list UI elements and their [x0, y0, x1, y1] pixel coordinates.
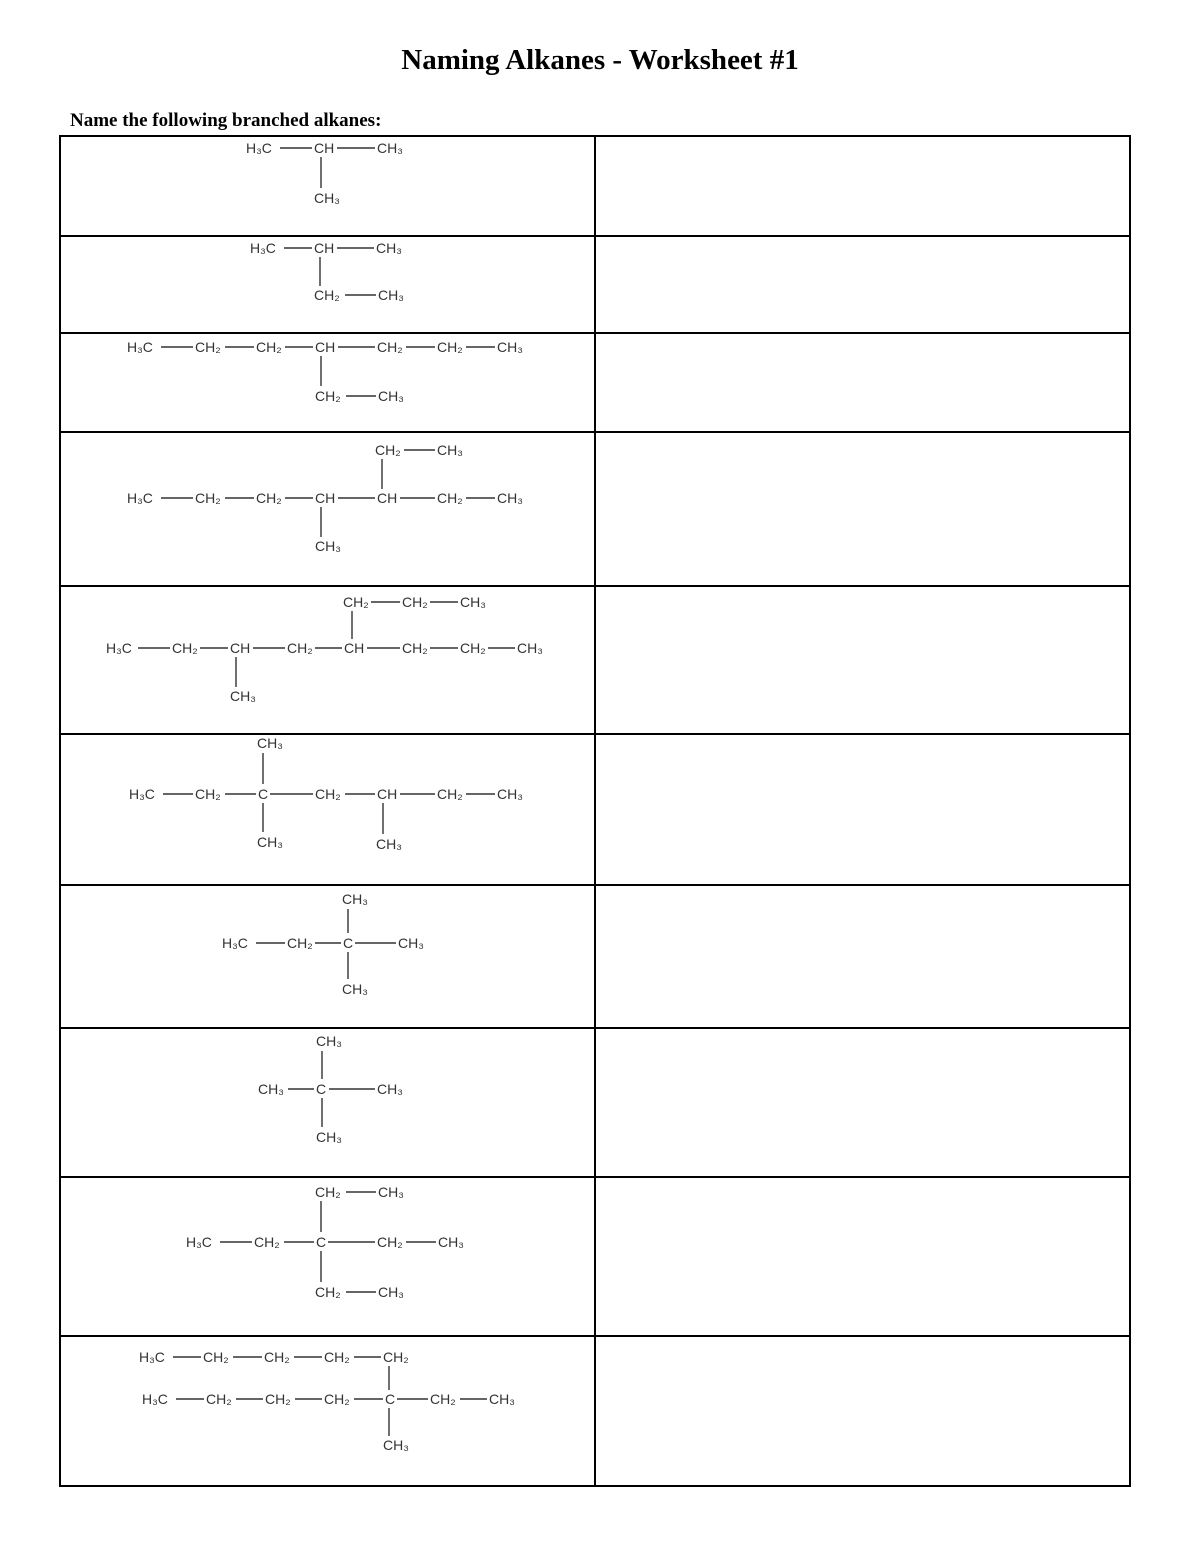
- structure-1: [246, 140, 403, 206]
- atom-label: CH: [315, 339, 336, 355]
- atom-label: CH₂: [402, 640, 428, 656]
- atom-label: CH₂: [460, 640, 486, 656]
- atom-label: CH₃: [460, 594, 486, 610]
- atom-label: H₃C: [246, 140, 272, 156]
- atom-label: CH₃: [258, 1081, 284, 1097]
- atom-label: CH₃: [489, 1391, 515, 1407]
- atom-label: CH₂: [206, 1391, 232, 1407]
- atom-label: CH₂: [377, 1234, 403, 1250]
- structure-4: [127, 442, 523, 554]
- atom-label: CH₃: [342, 891, 368, 907]
- atom-label: CH₂: [254, 1234, 280, 1250]
- atom-label: CH₂: [315, 786, 341, 802]
- structure-6: [129, 735, 523, 852]
- atom-label: CH₃: [517, 640, 543, 656]
- atom-label: CH₂: [402, 594, 428, 610]
- atom-label: CH₃: [257, 735, 283, 751]
- atom-label: H₃C: [127, 339, 153, 355]
- atom-label: CH₂: [172, 640, 198, 656]
- atom-label: CH₂: [195, 339, 221, 355]
- atom-label: CH₂: [287, 935, 313, 951]
- atom-label: CH₃: [315, 538, 341, 554]
- atom-label: CH₂: [437, 490, 463, 506]
- atom-label: CH₃: [378, 1284, 404, 1300]
- atom-label: CH₂: [430, 1391, 456, 1407]
- atom-label: CH₃: [398, 935, 424, 951]
- atom-label: H₃C: [106, 640, 132, 656]
- atom-label: CH₂: [195, 786, 221, 802]
- atom-label: CH₂: [314, 287, 340, 303]
- atom-label: CH₃: [497, 490, 523, 506]
- atom-label: CH₃: [377, 1081, 403, 1097]
- atom-label: CH₃: [342, 981, 368, 997]
- atom-label: CH₃: [316, 1129, 342, 1145]
- atom-label: H₃C: [250, 240, 276, 256]
- structure-9: [186, 1184, 464, 1300]
- atom-label: C: [343, 935, 354, 951]
- atom-label: CH₂: [264, 1349, 290, 1365]
- atom-label: CH₃: [378, 287, 404, 303]
- atom-label: CH₃: [378, 388, 404, 404]
- atom-label: CH₂: [324, 1391, 350, 1407]
- atom-label: H₃C: [222, 935, 248, 951]
- atom-label: CH₃: [376, 240, 402, 256]
- atom-label: CH₃: [378, 1184, 404, 1200]
- atom-label: CH₂: [324, 1349, 350, 1365]
- atom-label: CH: [377, 490, 398, 506]
- atom-label: CH₂: [265, 1391, 291, 1407]
- atom-label: C: [316, 1234, 327, 1250]
- atom-label: CH₂: [315, 1184, 341, 1200]
- atom-label: CH₂: [256, 339, 282, 355]
- structure-10: [139, 1349, 515, 1453]
- atom-label: CH: [314, 240, 335, 256]
- atom-label: CH₂: [383, 1349, 409, 1365]
- atom-label: CH₃: [314, 190, 340, 206]
- atom-label: CH₃: [377, 140, 403, 156]
- atom-label: C: [258, 786, 269, 802]
- atom-label: CH₂: [256, 490, 282, 506]
- atom-label: CH₃: [438, 1234, 464, 1250]
- atom-label: CH₃: [316, 1033, 342, 1049]
- atom-label: CH: [377, 786, 398, 802]
- atom-label: CH₂: [437, 339, 463, 355]
- structure-5: [106, 594, 543, 704]
- atom-label: CH₂: [315, 388, 341, 404]
- structure-3: [127, 339, 523, 404]
- atom-label: CH₃: [437, 442, 463, 458]
- structure-7: [222, 891, 424, 997]
- atom-label: CH: [344, 640, 365, 656]
- atom-label: CH₂: [375, 442, 401, 458]
- atom-label: CH₃: [497, 339, 523, 355]
- atom-label: CH: [230, 640, 251, 656]
- atom-label: C: [385, 1391, 396, 1407]
- structure-8: [258, 1033, 403, 1145]
- atom-label: CH₂: [203, 1349, 229, 1365]
- atom-label: CH: [314, 140, 335, 156]
- atom-label: H₃C: [142, 1391, 168, 1407]
- atom-label: H₃C: [127, 490, 153, 506]
- atom-label: C: [316, 1081, 327, 1097]
- atom-label: CH₃: [497, 786, 523, 802]
- atom-label: CH₂: [287, 640, 313, 656]
- atom-label: H₃C: [129, 786, 155, 802]
- atom-label: H₃C: [186, 1234, 212, 1250]
- atom-label: H₃C: [139, 1349, 165, 1365]
- atom-label: CH₃: [383, 1437, 409, 1453]
- atom-label: CH₂: [195, 490, 221, 506]
- atom-label: CH₂: [437, 786, 463, 802]
- worksheet-title: Naming Alkanes - Worksheet #1: [401, 44, 799, 76]
- atom-label: CH₂: [377, 339, 403, 355]
- structure-2: [250, 240, 404, 303]
- atom-label: CH₃: [376, 836, 402, 852]
- atom-label: CH₂: [343, 594, 369, 610]
- atom-label: CH₂: [315, 1284, 341, 1300]
- atom-label: CH₃: [257, 834, 283, 850]
- atom-label: CH: [315, 490, 336, 506]
- atom-label: CH₃: [230, 688, 256, 704]
- instructions: Name the following branched alkanes:: [70, 110, 382, 131]
